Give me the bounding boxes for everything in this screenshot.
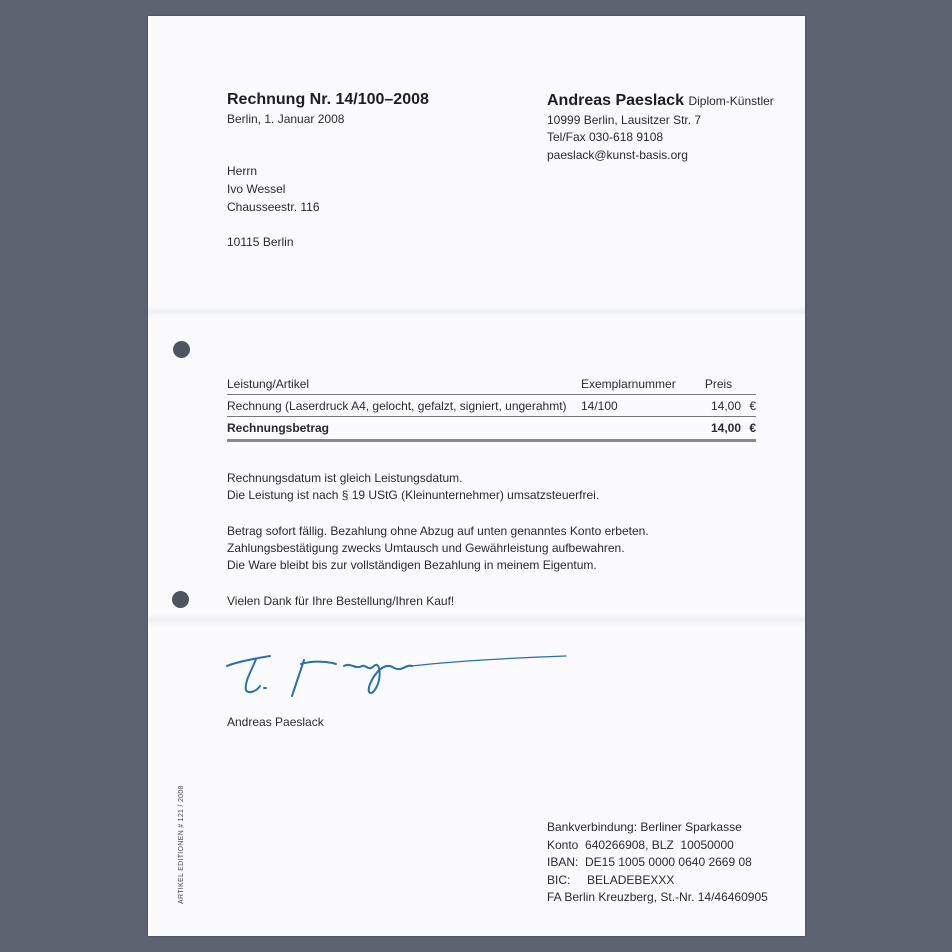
- table-header-row: [227, 373, 756, 395]
- thanks-line: Vielen Dank für Ihre Bestellung/Ihren Kauf!: [227, 594, 455, 608]
- bank-line: BIC: BELADEBEXXX: [547, 872, 675, 887]
- recipient-salutation: Herrn: [227, 164, 258, 178]
- punch-hole-lower: [172, 591, 189, 608]
- bank-line: IBAN: DE15 1005 0000 0640 2669 08: [547, 855, 752, 869]
- items-table: [227, 373, 756, 442]
- total-currency: €: [741, 417, 756, 441]
- total-label: Rechnungsbetrag: [227, 417, 581, 441]
- sender-email: paeslack@kunst-basis.org: [547, 148, 688, 162]
- note-line: Die Leistung ist nach § 19 UStG (Kleinunternehmer) umsatzsteuerfrei.: [227, 488, 600, 502]
- header-price: Preis: [681, 373, 756, 395]
- note-line: Rechnungsdatum ist gleich Leistungsdatum.: [227, 471, 463, 485]
- handwritten-signature: [226, 644, 571, 704]
- total-price: 14,00: [681, 417, 741, 441]
- edition-note: ARTIKEL EDITIONEN # 121 / 2008: [178, 785, 185, 904]
- sender-heading: [547, 92, 774, 110]
- note-line: Zahlungsbestätigung zwecks Umtausch und Gewährleistung aufbewahren.: [227, 541, 625, 555]
- bank-details: [547, 819, 768, 907]
- row-number: 14/100: [581, 395, 681, 417]
- notes-paragraph-1: [227, 470, 599, 504]
- invoice-place-date: Berlin, 1. Januar 2008: [227, 112, 345, 126]
- invoice-sheet: [148, 16, 805, 936]
- sender-address: 10999 Berlin, Lausitzer Str. 7: [547, 113, 702, 127]
- table-row: [227, 395, 756, 417]
- header-number: Exemplarnummer: [581, 373, 681, 395]
- bank-line: Konto 640266908, BLZ 10050000: [547, 837, 734, 852]
- note-line: Betrag sofort fällig. Bezahlung ohne Abzug auf unten genanntes Konto erbeten.: [227, 524, 649, 538]
- sender-phone: Tel/Fax 030-618 9108: [547, 130, 664, 144]
- notes-paragraph-2: [227, 523, 649, 574]
- note-line: Die Ware bleibt bis zur vollständigen Bezahlung in meinem Eigentum.: [227, 558, 597, 572]
- recipient-name: Ivo Wessel: [227, 182, 286, 196]
- sender-profession: Diplom-Künstler: [688, 94, 774, 108]
- row-currency: €: [741, 395, 756, 417]
- row-price: 14,00: [681, 395, 741, 417]
- recipient-street: Chausseestr. 116: [227, 200, 320, 214]
- table-total-row: [227, 417, 756, 441]
- bank-line: FA Berlin Kreuzberg, St.-Nr. 14/46460905: [547, 890, 768, 904]
- paper-fold-lower: [148, 614, 805, 628]
- recipient-city: 10115 Berlin: [227, 235, 294, 249]
- header-item: Leistung/Artikel: [227, 373, 581, 395]
- invoice-title: Rechnung Nr. 14/100–2008: [227, 91, 429, 108]
- signature-printed-name: Andreas Paeslack: [227, 715, 324, 729]
- row-item: Rechnung (Laserdruck A4, gelocht, gefalzt, signiert, ungerahmt): [227, 395, 581, 417]
- bank-line: Bankverbindung: Berliner Sparkasse: [547, 820, 742, 834]
- sender-name: Andreas Paeslack: [547, 92, 684, 109]
- paper-fold-upper: [148, 306, 805, 320]
- punch-hole-upper: [173, 341, 190, 358]
